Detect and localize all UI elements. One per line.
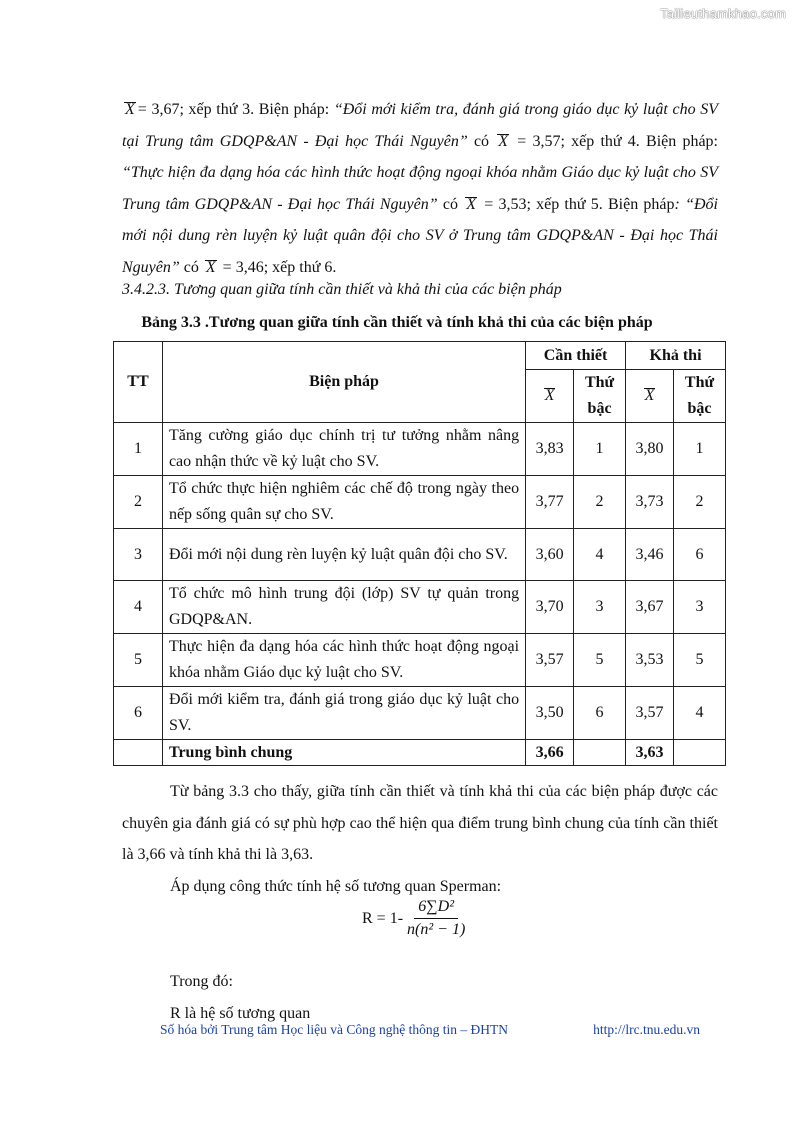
text-segment: có (467, 132, 496, 150)
section-heading: 3.4.2.3. Tương quan giữa tính cần thiết và khả thi của các biện pháp (122, 281, 562, 298)
footer-credit: Số hóa bởi Trung tâm Học liệu và Công nghệ thông tin – ĐHTN (160, 1022, 509, 1037)
table-row (114, 634, 726, 687)
header-bien-phap: Biện pháp (162, 342, 525, 423)
cell-tt: 4 (114, 581, 163, 634)
header-can-thiet-mean: X (526, 370, 574, 423)
footer (160, 1022, 700, 1038)
cell-ct-mean: 3,50 (526, 687, 574, 740)
cell-ct-rank: 4 (574, 529, 626, 581)
header-can-thiet-rank: Thứ bậc (574, 370, 626, 423)
text-segment: = 3,46; xếp thứ 6. (218, 258, 337, 276)
text-segment: = 3,53; xếp thứ 5. Biện pháp (478, 195, 675, 213)
header-kha-thi-rank: Thứ bậc (674, 370, 726, 423)
table-row (114, 581, 726, 634)
cell-tt: 2 (114, 476, 163, 529)
text-segment: = 3,67; xếp thứ 3. Biện pháp: (137, 101, 334, 118)
cell-ct-rank: 1 (574, 423, 626, 476)
watermark: Tailieuthamkhao.com (660, 6, 786, 21)
cell-tt: 6 (114, 687, 163, 740)
cell-kt-mean: 3,80 (626, 423, 674, 476)
formula-denominator: n(n² − 1) (407, 921, 466, 938)
quote-1: “Đổi mới kiểm tra, đánh giá trong giáo dục kỷ luật cho SV tại Trung tâm GDQP&AN - Đại học Thái Nguyên” (122, 101, 718, 150)
total-label: Trung bình chung (162, 740, 525, 766)
cell-kt-rank: 6 (674, 529, 726, 581)
cell-ct-mean: 3,60 (526, 529, 574, 581)
cell-kt-rank: 1 (674, 423, 726, 476)
header-can-thiet: Cần thiết (526, 342, 626, 370)
total-row (114, 740, 726, 766)
cell-empty (674, 740, 726, 766)
cell-kt-mean: 3,57 (626, 687, 674, 740)
correlation-table (113, 341, 726, 766)
quote-3: : “Đổi mới nội dung rèn luyện kỷ luật quân đội cho SV ở Trung tâm GDQP&AN - Đại học Thái Nguyên” (122, 195, 718, 276)
cell-empty (574, 740, 626, 766)
total-kt-mean: 3,63 (626, 740, 674, 766)
cell-ct-mean: 3,77 (526, 476, 574, 529)
table-row (114, 476, 726, 529)
quote-2: “Thực hiện đa dạng hóa các hình thức hoạt động ngoại khóa nhằm Giáo dục kỷ luật cho SV Trung tâm GDQP&AN - Đại học Thái Nguyên” (122, 164, 718, 213)
spearman-formula (362, 898, 465, 939)
definition-r: R là hệ số tương quan (170, 1004, 311, 1022)
cell-empty (114, 740, 163, 766)
header-kha-thi: Khả thi (626, 342, 726, 370)
header-tt: TT (114, 342, 163, 423)
cell-tt: 1 (114, 423, 163, 476)
cell-ct-rank: 5 (574, 634, 626, 687)
formula-numerator: 6∑D² (414, 898, 458, 919)
header-kha-thi-mean: X (626, 370, 674, 423)
cell-measure: Tăng cường giáo dục chính trị tư tưởng nhằm nâng cao nhận thức về kỷ luật cho SV. (162, 423, 525, 476)
cell-kt-mean: 3,53 (626, 634, 674, 687)
mean-symbol: X (466, 195, 476, 213)
mean-symbol: X (205, 258, 216, 276)
cell-measure: Thực hiện đa dạng hóa các hình thức hoạt động ngoại khóa nhằm Giáo dục kỷ luật cho SV. (162, 634, 525, 687)
cell-measure: Đổi mới kiểm tra, đánh giá trong giáo dục kỷ luật cho SV. (162, 687, 525, 740)
cell-kt-rank: 3 (674, 581, 726, 634)
mean-symbol: X (498, 132, 509, 150)
text-segment: có (437, 195, 464, 213)
table-title: Bảng 3.3 .Tương quan giữa tính cần thiết và tính khả thi của các biện pháp (141, 314, 653, 331)
footer-link[interactable]: http://lrc.tnu.edu.vn (593, 1022, 700, 1037)
intro-paragraph (122, 94, 718, 283)
cell-measure: Tổ chức mô hình trung đội (lớp) SV tự quản trong GDQP&AN. (162, 581, 525, 634)
cell-kt-rank: 2 (674, 476, 726, 529)
cell-kt-mean: 3,46 (626, 529, 674, 581)
cell-kt-mean: 3,73 (626, 476, 674, 529)
cell-kt-rank: 4 (674, 687, 726, 740)
cell-kt-mean: 3,67 (626, 581, 674, 634)
cell-tt: 3 (114, 529, 163, 581)
table-row (114, 687, 726, 740)
text-segment: = 3,57; xếp thứ 4. Biện pháp: (511, 132, 718, 150)
cell-ct-mean: 3,57 (526, 634, 574, 687)
cell-ct-rank: 2 (574, 476, 626, 529)
mean-symbol: X (125, 101, 135, 118)
cell-ct-rank: 3 (574, 581, 626, 634)
table-row (114, 529, 726, 581)
where-label: Trong đó: (170, 973, 233, 990)
total-ct-mean: 3,66 (526, 740, 574, 766)
cell-measure: Tổ chức thực hiện nghiêm các chế độ trong ngày theo nếp sống quân sự cho SV. (162, 476, 525, 529)
text-segment: có (179, 258, 203, 276)
cell-ct-mean: 3,70 (526, 581, 574, 634)
cell-tt: 5 (114, 634, 163, 687)
cell-measure: Đổi mới nội dung rèn luyện kỷ luật quân đội cho SV. (162, 529, 525, 581)
formula-fraction (407, 898, 465, 939)
formula-intro: Áp dụng công thức tính hệ số tương quan Sperman: (170, 877, 502, 895)
cell-ct-mean: 3,83 (526, 423, 574, 476)
cell-kt-rank: 5 (674, 634, 726, 687)
table-row (114, 423, 726, 476)
analysis-paragraph: Từ bảng 3.3 cho thấy, giữa tính cần thiết và tính khả thi của các biện pháp được các chuyên gia đánh giá có sự phù hợp cao thể hiện qua điểm trung bình chung của tính cần thiết là 3,66 và tính khả thi là 3,63. (122, 783, 718, 863)
cell-ct-rank: 6 (574, 687, 626, 740)
formula-lhs: R = 1- (362, 909, 404, 927)
